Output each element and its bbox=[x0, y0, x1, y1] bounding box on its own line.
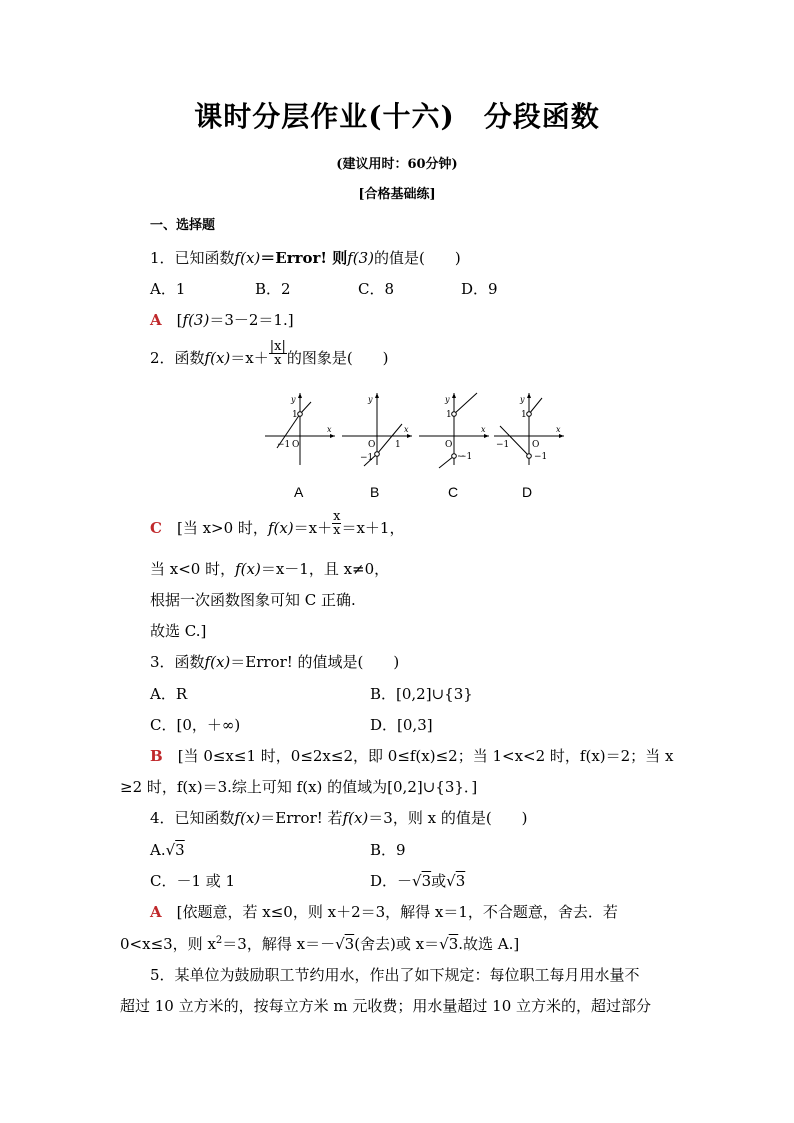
q3-option-c: C．[0，＋∞) bbox=[150, 716, 241, 734]
svg-text:O: O bbox=[445, 440, 453, 450]
q4-option-c: C．－1 或 1 bbox=[150, 872, 236, 890]
q1-option-a: A．1 bbox=[150, 280, 186, 298]
q2-answer-letter: C bbox=[150, 519, 162, 537]
svg-text:x: x bbox=[556, 425, 561, 434]
svg-text:x: x bbox=[404, 425, 409, 434]
q4-option-b: B．9 bbox=[370, 841, 406, 859]
q1-answer-letter: A bbox=[150, 311, 162, 329]
section-heading: 一、选择题 bbox=[150, 218, 216, 233]
graph-label-b: B bbox=[370, 484, 380, 500]
q3-answer-letter: B bbox=[150, 747, 163, 765]
svg-text:−1: −1 bbox=[360, 453, 374, 463]
svg-text:O: O bbox=[292, 440, 300, 450]
svg-text:O: O bbox=[532, 440, 540, 450]
graph-d bbox=[492, 390, 566, 470]
q2-answer-line4: 故选 C.] bbox=[150, 622, 207, 640]
svg-text:−1: −1 bbox=[277, 440, 291, 450]
svg-text:x: x bbox=[327, 425, 332, 434]
q4-option-d: D．－√3或√3 bbox=[370, 872, 466, 890]
q1-option-b: B．2 bbox=[255, 280, 291, 298]
q4-answer-line1: A [依题意，若 x≤0，则 x＋2＝3，解得 x＝1，不合题意，舍去．若 bbox=[150, 903, 618, 921]
q1-answer: A [f(3)＝3－2＝1.] bbox=[150, 311, 294, 329]
svg-text:1: 1 bbox=[446, 410, 452, 420]
q1-option-c: C．8 bbox=[358, 280, 395, 298]
graph-b bbox=[340, 390, 414, 470]
q3-option-b: B．[0,2]∪{3} bbox=[370, 685, 473, 703]
svg-text:y: y bbox=[520, 395, 525, 404]
q3-stem: 3．函数f(x)＝Error! 的值域是( ) bbox=[150, 653, 400, 671]
svg-text:1: 1 bbox=[395, 440, 401, 450]
q3-option-a: A．R bbox=[150, 685, 188, 703]
q3-answer-line1: B [当 0≤x≤1 时，0≤2x≤2，即 0≤f(x)≤2；当 1<x<2 时，f(x)＝2；当 x bbox=[150, 747, 674, 765]
q4-stem: 4．已知函数f(x)＝Error! 若f(x)＝3，则 x 的值是( ) bbox=[150, 809, 528, 827]
graph-c bbox=[417, 390, 491, 470]
svg-text:O: O bbox=[368, 440, 376, 450]
svg-text:y: y bbox=[291, 395, 296, 404]
q4-option-a: A.√3 bbox=[150, 841, 185, 859]
graph-label-c: C bbox=[448, 484, 459, 500]
svg-text:1: 1 bbox=[292, 410, 298, 420]
q4-answer-line2: 0<x≤3，则 $x^2=3$，解得 x＝－√3(舍去)或 x＝√3.故选 A.] bbox=[120, 935, 520, 953]
q3-option-d: D．[0,3] bbox=[370, 716, 433, 734]
q1-stem: 1．已知函数f(x)＝Error! 则f(3)的值是( ) bbox=[150, 249, 461, 267]
svg-text:y: y bbox=[368, 395, 373, 404]
graph-label-d: D bbox=[522, 484, 533, 500]
svg-text:y: y bbox=[445, 395, 450, 404]
svg-text:−1: −1 bbox=[496, 440, 510, 450]
svg-text:1: 1 bbox=[521, 410, 527, 420]
graph-a bbox=[263, 390, 337, 470]
svg-text:−1: −1 bbox=[459, 452, 473, 462]
q2-answer-line3: 根据一次函数图象可知 C 正确. bbox=[150, 591, 356, 609]
q1-option-d: D．9 bbox=[461, 280, 498, 298]
svg-text:−1: −1 bbox=[534, 452, 548, 462]
time-hint: (建议用时：60分钟) bbox=[336, 157, 458, 172]
q3-answer-line2: ≥2 时，f(x)＝3.综上可知 f(x) 的值域为[0,2]∪{3}．] bbox=[120, 778, 478, 796]
q2-stem: 2．函数f(x)＝x＋ $\frac{|x|}{x}$ 的图象是( ) bbox=[150, 338, 389, 368]
svg-text:x: x bbox=[481, 425, 486, 434]
q5-line2: 超过 10 立方米的，按每立方米 m 元收费；用水量超过 10 立方米的，超过部分 bbox=[120, 997, 652, 1015]
graph-label-a: A bbox=[294, 484, 304, 500]
q2-answer-line1: C [当 x>0 时，f(x)＝x＋ $\frac{x}{x}$ ＝x＋1， bbox=[150, 508, 405, 538]
level-label: [合格基础练] bbox=[358, 187, 436, 202]
q4-answer-letter: A bbox=[150, 903, 162, 921]
page-title: 课时分层作业(十六) 分段函数 bbox=[194, 100, 600, 133]
q5-line1: 5．某单位为鼓励职工节约用水，作出了如下规定：每位职工每月用水量不 bbox=[150, 966, 640, 984]
q2-answer-line2: 当 x<0 时，f(x)＝x－1，且 x≠0， bbox=[150, 560, 390, 578]
